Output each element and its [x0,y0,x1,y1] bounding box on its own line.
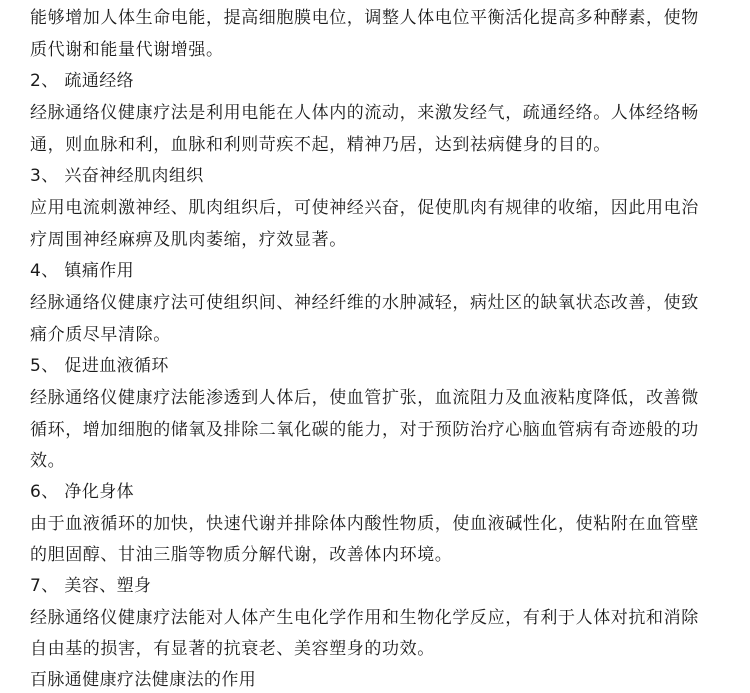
section-4-line-1: 经脉通络仪健康疗法可使组织间、神经纤维的水肿减轻，病灶区的缺氧状态改善，使致 [30,293,699,313]
section-2-line-2: 通，则血脉和利，血脉和利则苛疾不起，精神乃居，达到祛病健身的目的。 [30,135,611,155]
section-7-heading: 7、 美容、塑身 [30,576,152,596]
section-5-line-1: 经脉通络仪健康疗法能渗透到人体后，使血管扩张，血流阻力及血液粘度降低，改善微 [30,388,699,408]
section-2-heading: 2、 疏通经络 [30,71,135,91]
section-7-line-2: 自由基的损害，有显著的抗衰老、美容塑身的功效。 [30,639,435,659]
section-3-line-2: 疗周围神经麻痹及肌肉萎缩，疗效显著。 [30,230,347,250]
section-2-line-1: 经脉通络仪健康疗法是利用电能在人体内的流动，来激发经气，疏通经络。人体经络畅 [30,103,699,123]
section-6-heading: 6、 净化身体 [30,482,135,502]
section-5-line-3: 效。 [30,451,66,471]
intro-line-2: 质代谢和能量代谢增强。 [30,40,224,60]
section-6-line-2: 的胆固醇、甘油三脂等物质分解代谢，改善体内环境。 [30,545,453,565]
section-6-line-1: 由于血液循环的加快，快速代谢并排除体内酸性物质，使血液碱性化，使粘附在血管壁 [30,514,699,534]
section-4-line-2: 痛介质尽早清除。 [30,325,171,345]
section-3-line-1: 应用电流刺激神经、肌肉组织后，可使神经兴奋，促使肌肉有规律的收缩，因此用电治 [30,198,699,218]
footer-heading: 百脉通健康疗法健康法的作用 [30,670,257,690]
section-7-line-1: 经脉通络仪健康疗法能对人体产生电化学作用和生物化学反应，有利于人体对抗和消除 [30,608,699,628]
section-3-heading: 3、 兴奋神经肌肉组织 [30,166,204,186]
section-5-heading: 5、 促进血液循环 [30,356,169,376]
section-4-heading: 4、 镇痛作用 [30,261,135,281]
section-5-line-2: 循环，增加细胞的储氧及排除二氧化碳的能力，对于预防治疗心脑血管病有奇迹般的功 [30,420,699,440]
intro-line-1: 能够增加人体生命电能，提高细胞膜电位，调整人体电位平衡活化提高多种酵素，使物 [30,8,699,28]
